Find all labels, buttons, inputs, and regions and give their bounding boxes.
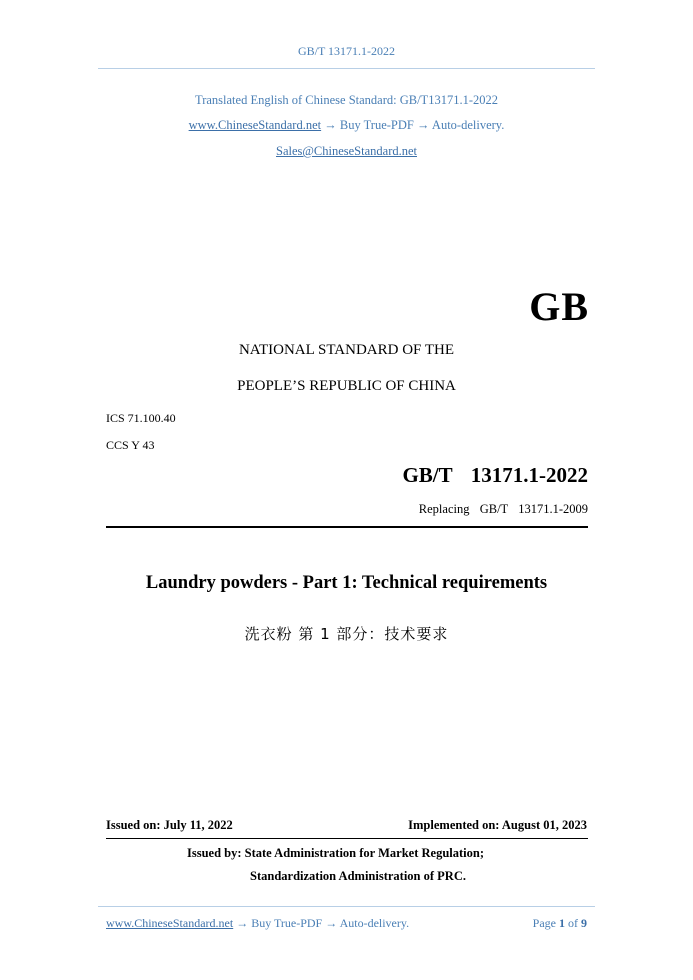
footer-buy-text: → Buy True-PDF → Auto-delivery. bbox=[233, 916, 410, 930]
issue-divider bbox=[106, 838, 588, 839]
header-standard-code: GB/T 13171.1-2022 bbox=[297, 44, 396, 58]
implemented-on-date: Implemented on: August 01, 2023 bbox=[408, 818, 587, 832]
national-standard-line-2: PEOPLE’S REPUBLIC OF CHINA bbox=[237, 378, 456, 394]
footer-page-indicator bbox=[533, 916, 587, 931]
issued-by-line-1: Issued by: State Administration for Market Regulation; bbox=[187, 846, 484, 860]
issued-on-date: Issued on: July 11, 2022 bbox=[106, 818, 233, 832]
page-total: 9 bbox=[581, 916, 587, 930]
promo-email-link[interactable]: Sales@ChineseStandard.net bbox=[276, 144, 417, 158]
page-label: Page bbox=[532, 916, 556, 930]
title-chinese: 洗衣粉 第 1 部分：技术要求 bbox=[244, 625, 449, 643]
promo-translation-line: Translated English of Chinese Standard: GB/T13171.1-2022 bbox=[195, 93, 498, 107]
footer-divider bbox=[98, 906, 595, 907]
standard-number: GB/T 13171.1-2022 bbox=[402, 463, 588, 487]
footer-buy-line bbox=[106, 916, 409, 931]
footer-site-link[interactable]: www.ChineseStandard.net bbox=[106, 916, 234, 930]
ics-code: ICS 71.100.40 bbox=[106, 411, 176, 425]
title-english: Laundry powders - Part 1: Technical requirements bbox=[145, 573, 548, 593]
gb-mark: GB bbox=[529, 284, 589, 329]
header-divider bbox=[98, 68, 595, 69]
promo-site-link[interactable]: www.ChineseStandard.net bbox=[188, 118, 322, 132]
ccs-code: CCS Y 43 bbox=[106, 438, 155, 452]
national-standard-line-1: NATIONAL STANDARD OF THE bbox=[238, 342, 455, 358]
promo-buy-line bbox=[0, 118, 693, 133]
issued-by-line-2: Standardization Administration of PRC. bbox=[250, 869, 466, 883]
page-number: 1 bbox=[559, 916, 565, 930]
of-label: of bbox=[568, 916, 578, 930]
title-divider bbox=[106, 526, 588, 528]
replacing-standard: Replacing GB/T 13171.1-2009 bbox=[418, 502, 588, 516]
promo-email-line bbox=[0, 144, 693, 159]
promo-buy-text: → Buy True-PDF → Auto-delivery. bbox=[321, 118, 505, 132]
